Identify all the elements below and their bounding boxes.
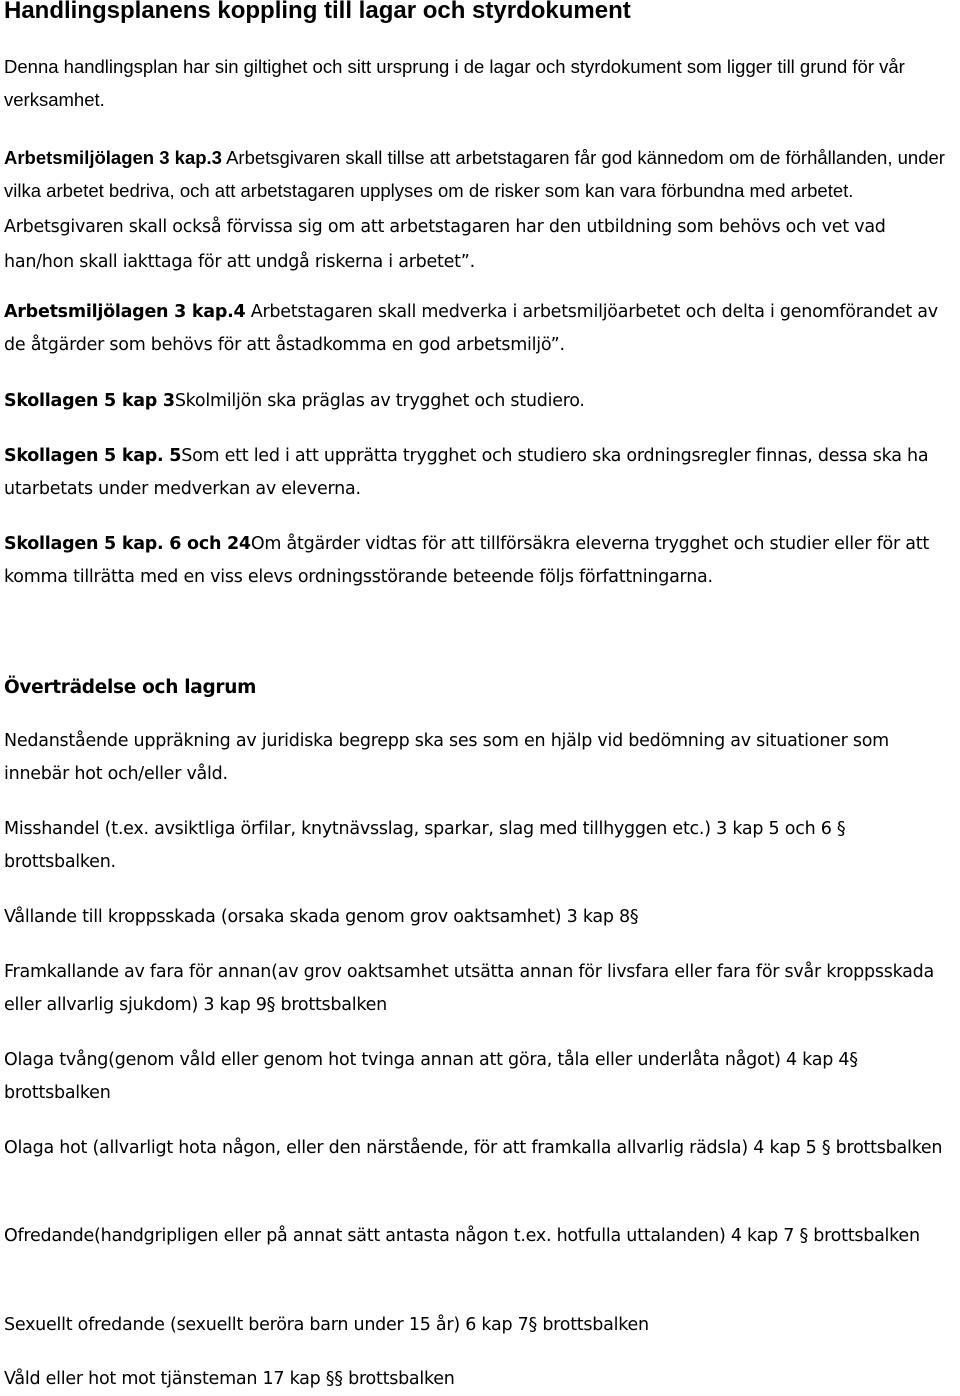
intro-paragraph: Denna handlingsplan har sin giltighet och sitt ursprung i de lagar och styrdokument som ligger till grund för vår verksamhet. xyxy=(4,56,905,110)
offense-item: Sexuellt ofredande (sexuellt beröra barn under 15 år) 6 kap 7§ brottsbalken xyxy=(4,1315,649,1335)
section-heading: Överträdelse och lagrum xyxy=(4,677,257,698)
law-text: Arbetsgivaren skall tillse att arbetstagaren får god kännedom om de förhållanden, under vilka arbetet bedriva, och att arbetstagaren upplyses om de risker som kan vara förbundna med arbetet. xyxy=(4,147,945,201)
offense-item: Framkallande av fara för annan(av grov oaktsamhet utsätta annan för livsfara eller fara för svår kroppsskada eller allvarlig sjukdom) 3 kap 9§ brottsbalken xyxy=(4,962,934,1015)
law-text-continued: Arbetsgivaren skall också förvissa sig om att arbetstagaren har den utbildning som behövs och vet vad han/hon skall iakttaga för att undgå riskerna i arbetet”. xyxy=(4,217,886,272)
law-paragraph-skollagen-5-6-24 xyxy=(4,528,956,594)
law-paragraph-skollagen-5-3 xyxy=(4,385,956,418)
law-ref: Arbetsmiljölagen 3 kap.3 xyxy=(4,147,222,168)
law-ref: Skollagen 5 kap. 6 och 24 xyxy=(4,534,251,554)
law-ref: Skollagen 5 kap. 5 xyxy=(4,446,182,466)
offense-item: Olaga hot (allvarligt hota någon, eller den närstående, för att framkalla allvarlig rädsla) 4 kap 5 § brottsbalken xyxy=(4,1138,943,1158)
law-paragraph-aml-3-4 xyxy=(4,296,956,362)
document-title: Handlingsplanens koppling till lagar och styrdokument xyxy=(4,0,631,24)
offense-item: Olaga tvång(genom våld eller genom hot tvinga annan att göra, tåla eller underlåta något) 4 kap 4§ brottsbalken xyxy=(4,1050,858,1103)
law-paragraph-skollagen-5-5 xyxy=(4,440,956,506)
offense-item: Ofredande(handgripligen eller på annat sätt antasta någon t.ex. hotfulla uttalanden) 4 kap 7 § brottsbalken xyxy=(4,1226,920,1246)
law-text: Arbetstagaren skall medverka i arbetsmiljöarbetet och delta i genomförandet av de åtgärder som behövs för att åstadkomma en god arbetsmiljö”. xyxy=(4,302,938,355)
law-text: Om åtgärder vidtas för att tillförsäkra eleverna trygghet och studier eller för att komma tillrätta med en viss elevs ordningsstörande beteende följs författningarna. xyxy=(4,534,929,587)
section-intro: Nedanstående uppräkning av juridiska begrepp ska ses som en hjälp vid bedömning av situationer som innebär hot och/eller våld. xyxy=(4,731,889,784)
offense-item: Våld eller hot mot tjänsteman 17 kap §§ brottsbalken xyxy=(4,1369,455,1389)
law-text: Skolmiljön ska präglas av trygghet och studiero. xyxy=(174,391,585,411)
law-ref: Skollagen 5 kap 3 xyxy=(4,391,175,411)
law-ref: Arbetsmiljölagen 3 kap.4 xyxy=(4,302,246,322)
offense-item: Vållande till kroppsskada (orsaka skada genom grov oaktsamhet) 3 kap 8§ xyxy=(4,907,639,927)
law-text: Som ett led i att upprätta trygghet och studiero ska ordningsregler finnas, dessa ska ha utarbetats under medverkan av eleverna. xyxy=(4,446,929,499)
law-paragraph-aml-3-3 xyxy=(4,141,956,279)
offense-item: Misshandel (t.ex. avsiktliga örfilar, knytnävsslag, sparkar, slag med tillhyggen etc.) 3 kap 5 och 6 § brottsbalken. xyxy=(4,819,846,872)
